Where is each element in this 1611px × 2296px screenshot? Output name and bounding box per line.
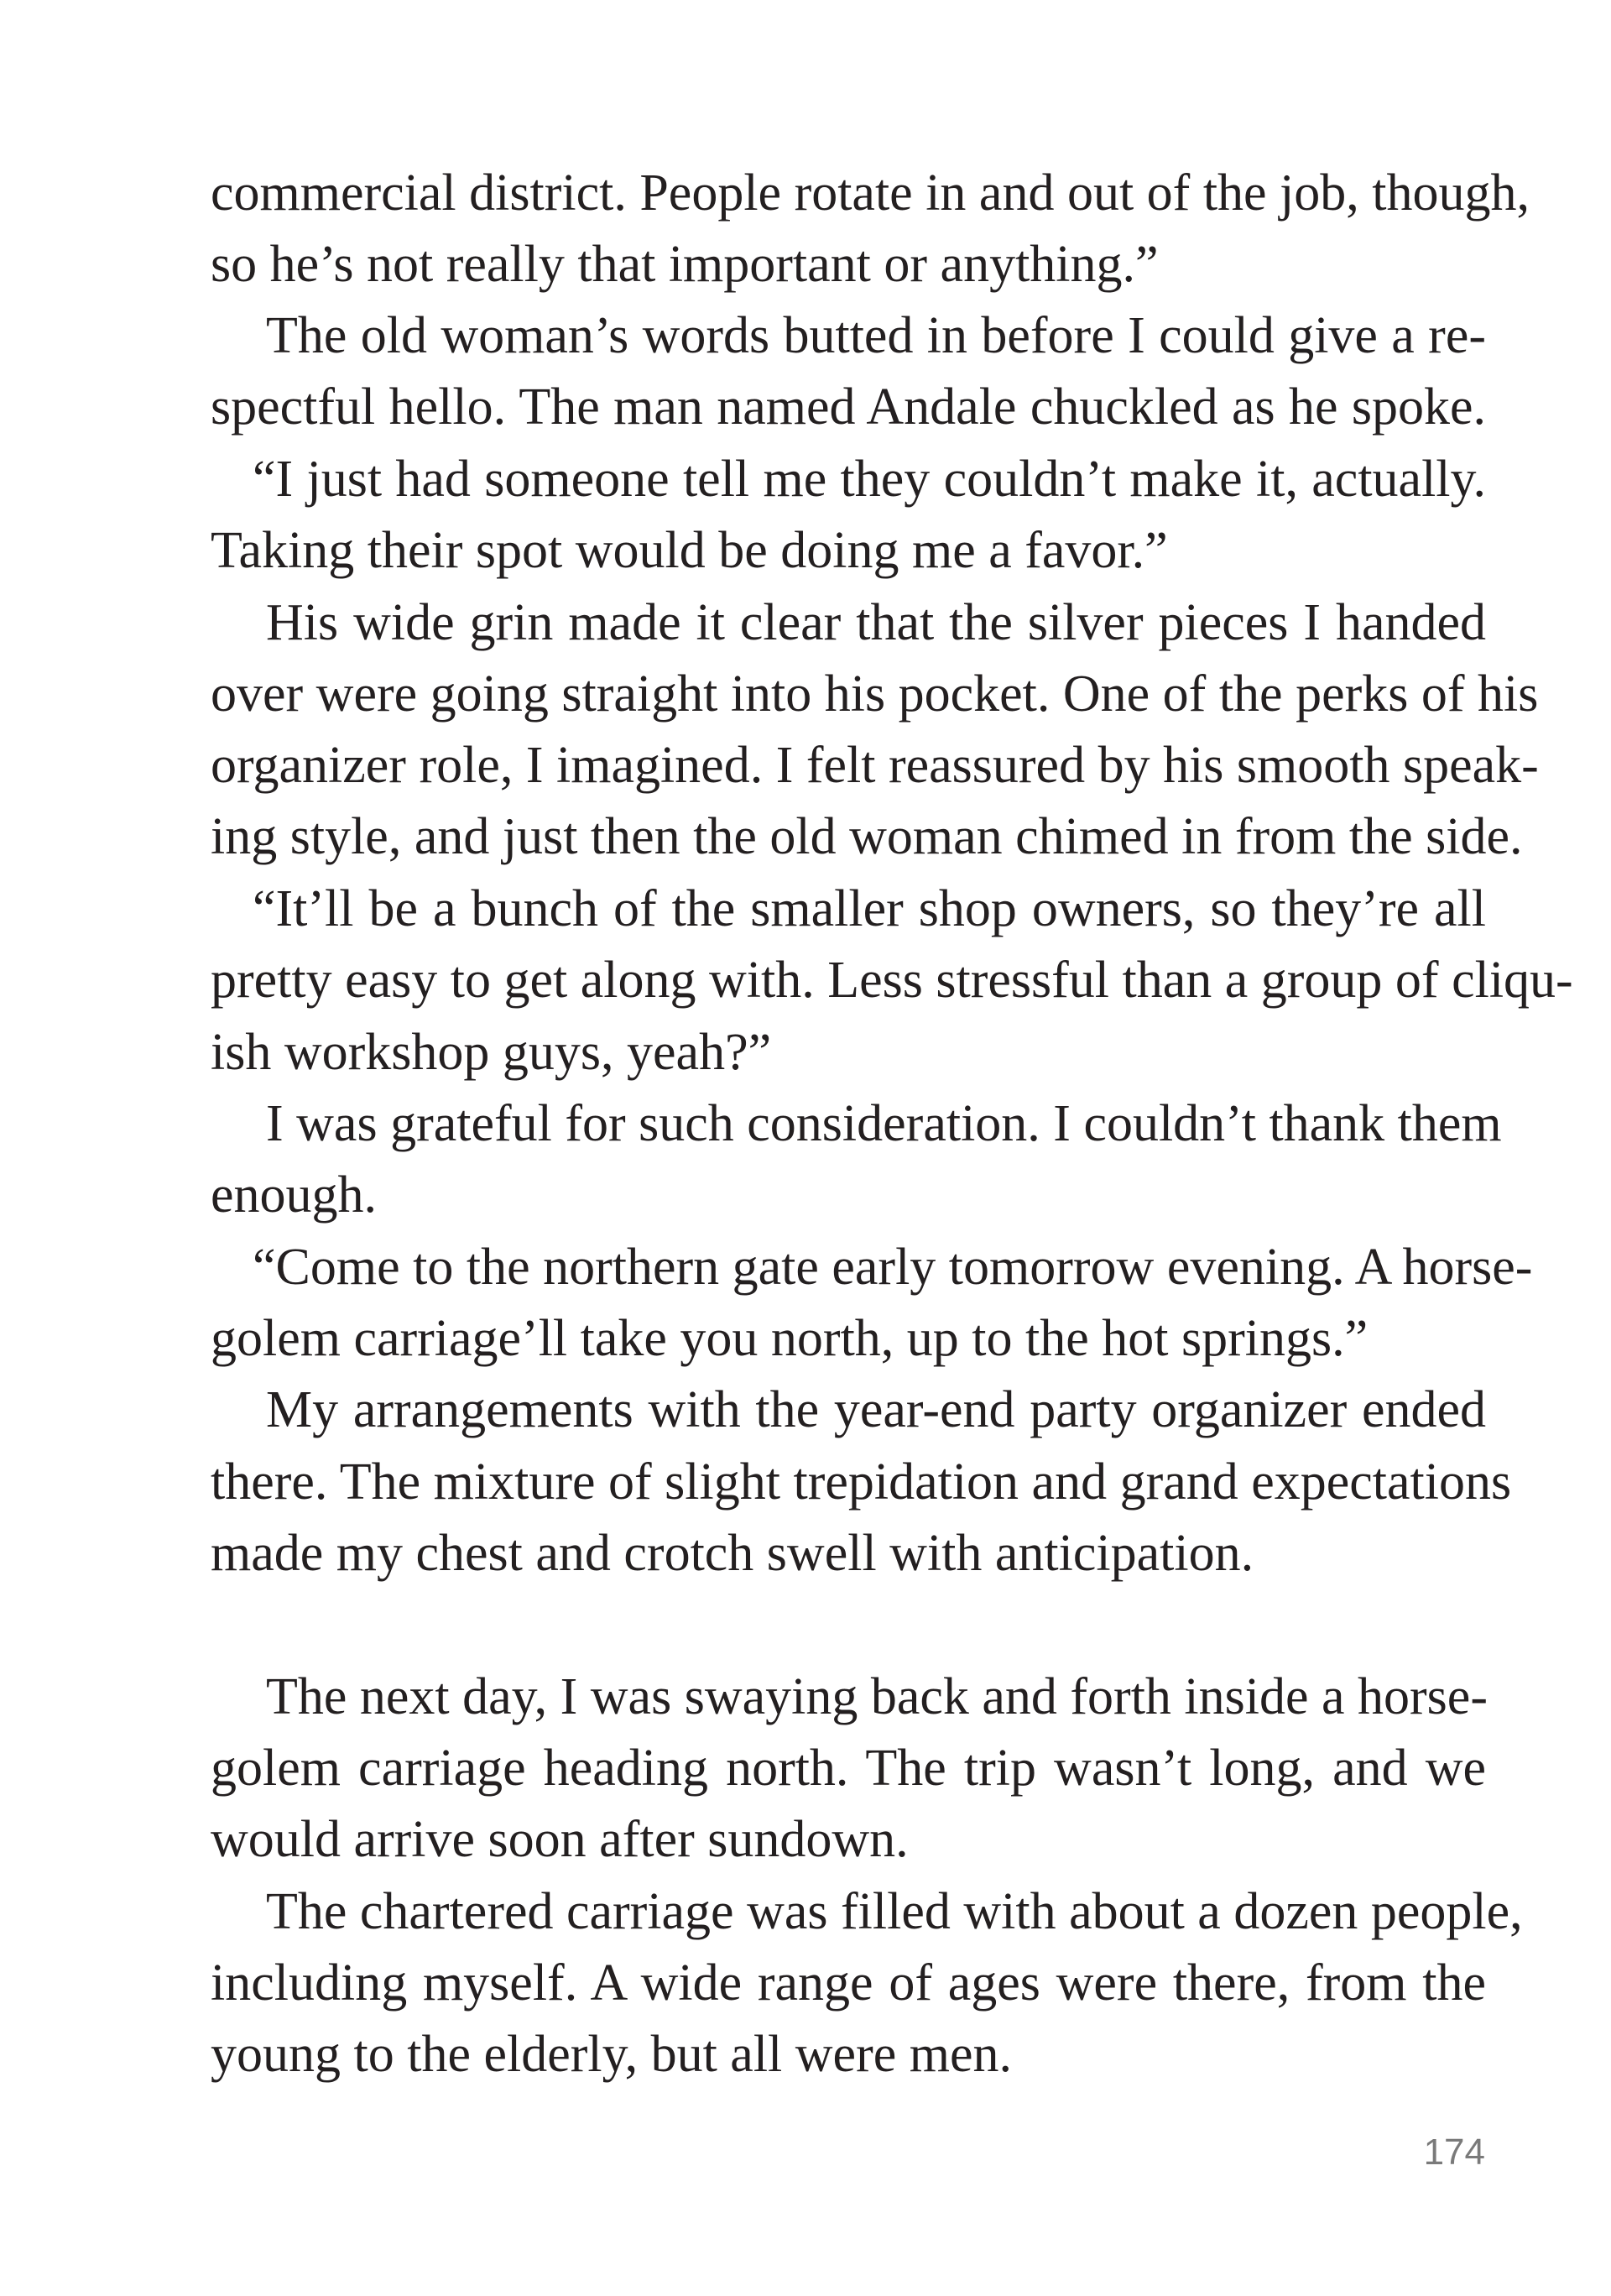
- text-line: golem carriage’ll take you north, up to the hot springs.”: [211, 1310, 1369, 1367]
- text-line: “I just had someone tell me they couldn’t make it, actually.: [253, 451, 1486, 508]
- page-number: 174: [1423, 2132, 1485, 2173]
- text-line: including myself. A wide range of ages were there, from the: [211, 1954, 1486, 2012]
- text-line: made my chest and crotch swell with anticipation.: [211, 1525, 1254, 1582]
- text-line: young to the elderly, but all were men.: [211, 2026, 1012, 2083]
- text-line: “It’ll be a bunch of the smaller shop owners, so they’re all: [253, 880, 1486, 937]
- text-line: The old woman’s words butted in before I could give a re-: [266, 307, 1486, 364]
- text-line: would arrive soon after sundown.: [211, 1811, 909, 1868]
- text-line: ing style, and just then the old woman chimed in from the side.: [211, 808, 1523, 865]
- text-line: My arrangements with the year-end party organizer ended: [266, 1381, 1486, 1438]
- text-line: so he’s not really that important or anything.”: [211, 236, 1159, 293]
- text-line: organizer role, I imagined. I felt reassured by his smooth speak-: [211, 737, 1539, 794]
- text-line: I was grateful for such consideration. I couldn’t thank them: [266, 1095, 1502, 1152]
- text-line: there. The mixture of slight trepidation and grand expectations: [211, 1453, 1512, 1511]
- text-line: “Come to the northern gate early tomorrow evening. A horse-: [253, 1239, 1533, 1296]
- text-line: The chartered carriage was filled with about a dozen people,: [266, 1883, 1523, 1940]
- text-line: Taking their spot would be doing me a favor.”: [211, 522, 1168, 579]
- text-line: enough.: [211, 1166, 378, 1224]
- text-line: His wide grin made it clear that the silver pieces I handed: [266, 594, 1486, 651]
- text-line: commercial district. People rotate in and out of the job, though,: [211, 164, 1530, 222]
- text-line: golem carriage heading north. The trip wasn’t long, and we: [211, 1740, 1486, 1797]
- text-line: ish workshop guys, yeah?”: [211, 1024, 772, 1081]
- text-line: The next day, I was swaying back and forth inside a horse-: [266, 1668, 1488, 1725]
- text-line: spectful hello. The man named Andale chuckled as he spoke.: [211, 378, 1486, 436]
- text-line: over were going straight into his pocket. One of the perks of his: [211, 665, 1539, 723]
- text-line: pretty easy to get along with. Less stressful than a group of cliqu-: [211, 952, 1573, 1009]
